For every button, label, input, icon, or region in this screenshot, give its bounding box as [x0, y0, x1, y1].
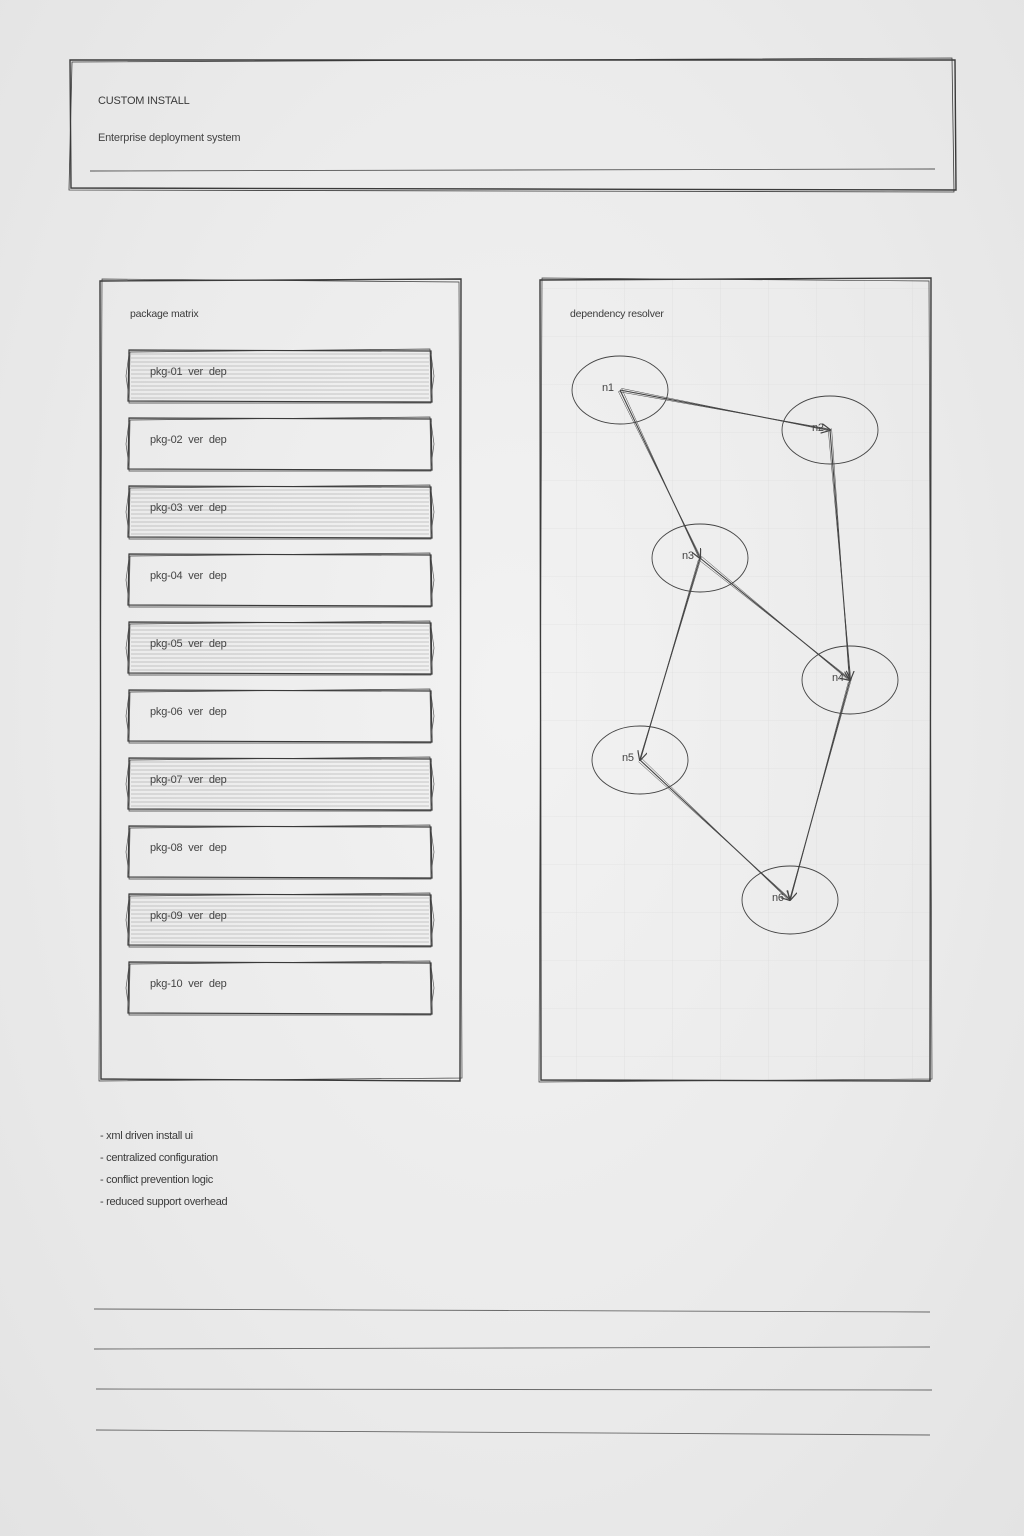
package-row[interactable] [150, 638, 227, 650]
package-version-col: ver [188, 502, 203, 514]
dependency-panel-title: dependency resolver [570, 308, 664, 320]
package-version-col: ver [188, 978, 203, 990]
dependency-panel-frame [539, 278, 932, 1082]
package-name: pkg-03 [150, 502, 183, 514]
package-dependency-col: dep [208, 842, 227, 854]
package-name: pkg-02 [150, 434, 183, 446]
package-version-col: ver [188, 706, 203, 718]
package-row[interactable] [150, 910, 227, 922]
package-version-col: ver [188, 774, 203, 786]
package-dependency-col: dep [208, 978, 227, 990]
package-row[interactable] [150, 706, 227, 718]
footer-lines [94, 1309, 932, 1435]
node-label: n5 [622, 752, 634, 764]
package-dependency-col: dep [208, 706, 227, 718]
note-item: - conflict prevention logic [100, 1173, 227, 1195]
page-title: CUSTOM INSTALL [98, 95, 190, 107]
node-label: n6 [772, 892, 784, 904]
package-version-col: ver [188, 842, 203, 854]
package-dependency-col: dep [208, 434, 227, 446]
package-dependency-col: dep [208, 774, 227, 786]
package-name: pkg-04 [150, 570, 183, 582]
package-version-col: ver [188, 434, 203, 446]
feature-notes [100, 1129, 227, 1217]
package-dependency-col: dep [208, 570, 227, 582]
package-row[interactable] [150, 774, 227, 786]
package-row[interactable] [150, 434, 227, 446]
header-frame [69, 58, 956, 192]
package-row[interactable] [150, 366, 227, 378]
package-version-col: ver [188, 570, 203, 582]
page-subtitle: Enterprise deployment system [98, 132, 241, 144]
node-label: n3 [682, 550, 694, 562]
package-name: pkg-10 [150, 978, 183, 990]
node-label: n4 [832, 672, 844, 684]
package-name: pkg-01 [150, 366, 183, 378]
package-name: pkg-07 [150, 774, 183, 786]
node-label: n2 [812, 422, 824, 434]
node-label: n1 [602, 382, 614, 394]
package-name: pkg-06 [150, 706, 183, 718]
package-name: pkg-09 [150, 910, 183, 922]
package-row[interactable] [150, 978, 227, 990]
package-panel-title: package matrix [130, 308, 199, 320]
package-name: pkg-05 [150, 638, 183, 650]
package-version-col: ver [188, 910, 203, 922]
package-version-col: ver [188, 638, 203, 650]
package-dependency-col: dep [208, 638, 227, 650]
package-dependency-col: dep [208, 502, 227, 514]
package-row[interactable] [150, 570, 227, 582]
package-row[interactable] [150, 502, 227, 514]
note-item: - centralized configuration [100, 1151, 227, 1173]
package-version-col: ver [188, 366, 203, 378]
note-item: - xml driven install ui [100, 1129, 227, 1151]
package-dependency-col: dep [208, 910, 227, 922]
package-dependency-col: dep [208, 366, 227, 378]
package-row[interactable] [150, 842, 227, 854]
note-item: - reduced support overhead [100, 1195, 227, 1217]
package-name: pkg-08 [150, 842, 183, 854]
